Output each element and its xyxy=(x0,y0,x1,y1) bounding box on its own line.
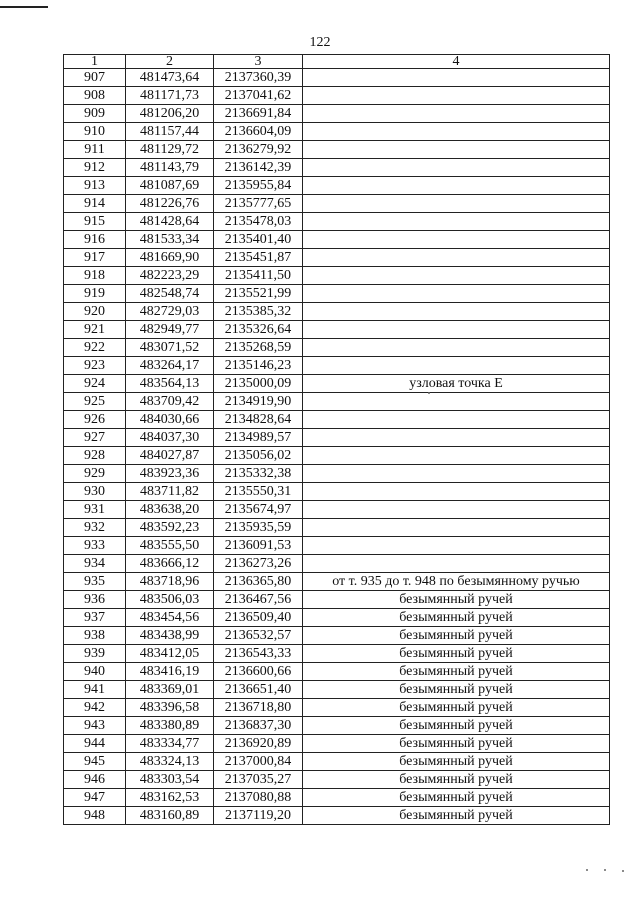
table-row xyxy=(64,573,610,591)
cell-x: 481206,20 xyxy=(126,105,214,123)
cell-x: 483923,36 xyxy=(126,465,214,483)
table-row xyxy=(64,789,610,807)
table-row xyxy=(64,771,610,789)
cell-point-number: 942 xyxy=(64,699,126,717)
cell-x: 482729,03 xyxy=(126,303,214,321)
table-row xyxy=(64,717,610,735)
cell-y: 2135521,99 xyxy=(214,285,303,303)
cell-description: узловая точка Е xyxy=(303,375,610,393)
cell-point-number: 915 xyxy=(64,213,126,231)
cell-x: 483334,77 xyxy=(126,735,214,753)
cell-x: 481226,76 xyxy=(126,195,214,213)
cell-x: 483564,13 xyxy=(126,375,214,393)
cell-point-number: 937 xyxy=(64,609,126,627)
cell-point-number: 933 xyxy=(64,537,126,555)
table-row xyxy=(64,465,610,483)
cell-description: безымянный ручей xyxy=(303,789,610,807)
table-header-row xyxy=(64,55,610,69)
table-row xyxy=(64,339,610,357)
cell-point-number: 907 xyxy=(64,69,126,87)
cell-point-number: 914 xyxy=(64,195,126,213)
cell-y: 2136543,33 xyxy=(214,645,303,663)
cell-description xyxy=(303,249,610,267)
cell-x: 483718,96 xyxy=(126,573,214,591)
cell-point-number: 909 xyxy=(64,105,126,123)
cell-y: 2136651,40 xyxy=(214,681,303,699)
cell-point-number: 924 xyxy=(64,375,126,393)
table-row xyxy=(64,627,610,645)
cell-description xyxy=(303,177,610,195)
cell-y: 2136142,39 xyxy=(214,159,303,177)
cell-x: 481669,90 xyxy=(126,249,214,267)
cell-x: 483162,53 xyxy=(126,789,214,807)
table-row xyxy=(64,681,610,699)
cell-description: безымянный ручей xyxy=(303,591,610,609)
cell-x: 483454,56 xyxy=(126,609,214,627)
cell-description: безымянный ручей xyxy=(303,771,610,789)
cell-description xyxy=(303,141,610,159)
cell-y: 2135411,50 xyxy=(214,267,303,285)
table-row xyxy=(64,231,610,249)
header-cell-x: 2 xyxy=(126,55,214,69)
cell-point-number: 925 xyxy=(64,393,126,411)
cell-x: 483303,54 xyxy=(126,771,214,789)
cell-x: 483264,17 xyxy=(126,357,214,375)
table-row xyxy=(64,159,610,177)
cell-description xyxy=(303,303,610,321)
cell-point-number: 913 xyxy=(64,177,126,195)
cell-y: 2135000,09 xyxy=(214,375,303,393)
cell-point-number: 923 xyxy=(64,357,126,375)
table-row xyxy=(64,87,610,105)
cell-description xyxy=(303,411,610,429)
cell-point-number: 941 xyxy=(64,681,126,699)
table-row xyxy=(64,645,610,663)
cell-x: 481143,79 xyxy=(126,159,214,177)
table-row xyxy=(64,249,610,267)
table-row xyxy=(64,555,610,573)
cell-point-number: 931 xyxy=(64,501,126,519)
cell-description xyxy=(303,339,610,357)
cell-y: 2136600,66 xyxy=(214,663,303,681)
cell-y: 2135326,64 xyxy=(214,321,303,339)
cell-y: 2137360,39 xyxy=(214,69,303,87)
cell-y: 2136509,40 xyxy=(214,609,303,627)
table-row xyxy=(64,267,610,285)
cell-point-number: 922 xyxy=(64,339,126,357)
table-row xyxy=(64,447,610,465)
cell-point-number: 919 xyxy=(64,285,126,303)
cell-x: 482548,74 xyxy=(126,285,214,303)
cell-description xyxy=(303,123,610,141)
cell-y: 2135674,97 xyxy=(214,501,303,519)
cell-description xyxy=(303,357,610,375)
table-row xyxy=(64,591,610,609)
cell-x: 482223,29 xyxy=(126,267,214,285)
cell-x: 483324,13 xyxy=(126,753,214,771)
cell-y: 2135478,03 xyxy=(214,213,303,231)
cell-x: 483711,82 xyxy=(126,483,214,501)
table-row xyxy=(64,141,610,159)
cell-point-number: 912 xyxy=(64,159,126,177)
cell-description xyxy=(303,195,610,213)
cell-y: 2136718,80 xyxy=(214,699,303,717)
cell-description xyxy=(303,213,610,231)
table-row xyxy=(64,285,610,303)
cell-point-number: 918 xyxy=(64,267,126,285)
cell-description: безымянный ручей xyxy=(303,735,610,753)
cell-x: 481157,44 xyxy=(126,123,214,141)
cell-x: 483071,52 xyxy=(126,339,214,357)
cell-y: 2135385,32 xyxy=(214,303,303,321)
table-row xyxy=(64,537,610,555)
cell-y: 2136273,26 xyxy=(214,555,303,573)
table-row xyxy=(64,177,610,195)
cell-y: 2136604,09 xyxy=(214,123,303,141)
header-cell-description: 4 xyxy=(303,55,610,69)
cell-point-number: 946 xyxy=(64,771,126,789)
cell-y: 2136837,30 xyxy=(214,717,303,735)
cell-x: 481533,34 xyxy=(126,231,214,249)
cell-y: 2137119,20 xyxy=(214,807,303,825)
table-row xyxy=(64,393,610,411)
cell-x: 484027,87 xyxy=(126,447,214,465)
cell-y: 2135401,40 xyxy=(214,231,303,249)
table-row xyxy=(64,213,610,231)
table-row xyxy=(64,483,610,501)
cell-point-number: 928 xyxy=(64,447,126,465)
cell-x: 483506,03 xyxy=(126,591,214,609)
cell-y: 2134919,90 xyxy=(214,393,303,411)
cell-point-number: 920 xyxy=(64,303,126,321)
cell-y: 2135955,84 xyxy=(214,177,303,195)
cell-x: 483396,58 xyxy=(126,699,214,717)
cell-point-number: 911 xyxy=(64,141,126,159)
cell-y: 2136091,53 xyxy=(214,537,303,555)
cell-x: 483412,05 xyxy=(126,645,214,663)
scan-corner-line xyxy=(0,6,48,8)
table-row xyxy=(64,321,610,339)
cell-y: 2135777,65 xyxy=(214,195,303,213)
cell-description xyxy=(303,483,610,501)
cell-y: 2137035,27 xyxy=(214,771,303,789)
cell-description: безымянный ручей xyxy=(303,627,610,645)
cell-y: 2136365,80 xyxy=(214,573,303,591)
table-row xyxy=(64,699,610,717)
table-row xyxy=(64,663,610,681)
table-row xyxy=(64,303,610,321)
cell-description: безымянный ручей xyxy=(303,753,610,771)
cell-x: 483416,19 xyxy=(126,663,214,681)
table-row xyxy=(64,69,610,87)
cell-point-number: 917 xyxy=(64,249,126,267)
cell-description xyxy=(303,519,610,537)
cell-point-number: 929 xyxy=(64,465,126,483)
cell-description xyxy=(303,87,610,105)
cell-x: 483709,42 xyxy=(126,393,214,411)
cell-y: 2134828,64 xyxy=(214,411,303,429)
cell-point-number: 932 xyxy=(64,519,126,537)
cell-x: 481428,64 xyxy=(126,213,214,231)
header-cell-point-number: 1 xyxy=(64,55,126,69)
scan-speck xyxy=(428,392,430,394)
cell-description: безымянный ручей xyxy=(303,645,610,663)
cell-point-number: 927 xyxy=(64,429,126,447)
cell-point-number: 938 xyxy=(64,627,126,645)
cell-x: 481473,64 xyxy=(126,69,214,87)
cell-description xyxy=(303,537,610,555)
cell-description xyxy=(303,465,610,483)
cell-y: 2136532,57 xyxy=(214,627,303,645)
cell-x: 483666,12 xyxy=(126,555,214,573)
cell-point-number: 935 xyxy=(64,573,126,591)
cell-x: 481129,72 xyxy=(126,141,214,159)
cell-point-number: 948 xyxy=(64,807,126,825)
cell-x: 481171,73 xyxy=(126,87,214,105)
cell-x: 483438,99 xyxy=(126,627,214,645)
cell-description: безымянный ручей xyxy=(303,699,610,717)
cell-point-number: 921 xyxy=(64,321,126,339)
cell-y: 2137080,88 xyxy=(214,789,303,807)
cell-y: 2135268,59 xyxy=(214,339,303,357)
table-row xyxy=(64,123,610,141)
table-row xyxy=(64,411,610,429)
cell-y: 2137041,62 xyxy=(214,87,303,105)
cell-description xyxy=(303,231,610,249)
table-row xyxy=(64,609,610,627)
cell-point-number: 939 xyxy=(64,645,126,663)
cell-description: безымянный ручей xyxy=(303,609,610,627)
cell-point-number: 916 xyxy=(64,231,126,249)
cell-point-number: 940 xyxy=(64,663,126,681)
cell-description xyxy=(303,501,610,519)
cell-description xyxy=(303,105,610,123)
cell-y: 2136279,92 xyxy=(214,141,303,159)
cell-description xyxy=(303,447,610,465)
table-row xyxy=(64,429,610,447)
scan-speck xyxy=(604,869,606,871)
cell-x: 483592,23 xyxy=(126,519,214,537)
cell-y: 2135056,02 xyxy=(214,447,303,465)
cell-point-number: 910 xyxy=(64,123,126,141)
cell-point-number: 943 xyxy=(64,717,126,735)
cell-description xyxy=(303,69,610,87)
cell-description: безымянный ручей xyxy=(303,663,610,681)
cell-x: 483638,20 xyxy=(126,501,214,519)
cell-description xyxy=(303,555,610,573)
cell-description xyxy=(303,321,610,339)
cell-y: 2135550,31 xyxy=(214,483,303,501)
scan-speck xyxy=(622,870,624,872)
cell-description xyxy=(303,267,610,285)
cell-description: безымянный ручей xyxy=(303,717,610,735)
cell-point-number: 945 xyxy=(64,753,126,771)
coordinates-table xyxy=(63,54,610,825)
cell-y: 2136691,84 xyxy=(214,105,303,123)
cell-x: 481087,69 xyxy=(126,177,214,195)
cell-description xyxy=(303,285,610,303)
table-row xyxy=(64,357,610,375)
cell-x: 483369,01 xyxy=(126,681,214,699)
table-row xyxy=(64,501,610,519)
table-row xyxy=(64,735,610,753)
cell-y: 2135146,23 xyxy=(214,357,303,375)
scan-speck xyxy=(586,869,588,871)
table-row xyxy=(64,807,610,825)
cell-point-number: 936 xyxy=(64,591,126,609)
table-row xyxy=(64,195,610,213)
cell-y: 2137000,84 xyxy=(214,753,303,771)
cell-description xyxy=(303,159,610,177)
cell-point-number: 926 xyxy=(64,411,126,429)
cell-description: безымянный ручей xyxy=(303,681,610,699)
header-cell-y: 3 xyxy=(214,55,303,69)
cell-description: безымянный ручей xyxy=(303,807,610,825)
cell-y: 2135451,87 xyxy=(214,249,303,267)
table-row xyxy=(64,105,610,123)
cell-x: 483555,50 xyxy=(126,537,214,555)
table-row xyxy=(64,519,610,537)
cell-x: 483160,89 xyxy=(126,807,214,825)
cell-description xyxy=(303,429,610,447)
cell-point-number: 934 xyxy=(64,555,126,573)
cell-y: 2135935,59 xyxy=(214,519,303,537)
cell-point-number: 947 xyxy=(64,789,126,807)
table-row xyxy=(64,753,610,771)
page-number: 122 xyxy=(309,35,331,50)
cell-x: 484037,30 xyxy=(126,429,214,447)
cell-y: 2136920,89 xyxy=(214,735,303,753)
cell-description: от т. 935 до т. 948 по безымянному ручью xyxy=(303,573,610,591)
cell-point-number: 944 xyxy=(64,735,126,753)
cell-y: 2136467,56 xyxy=(214,591,303,609)
cell-description xyxy=(303,393,610,411)
cell-y: 2135332,38 xyxy=(214,465,303,483)
cell-x: 482949,77 xyxy=(126,321,214,339)
cell-x: 483380,89 xyxy=(126,717,214,735)
cell-point-number: 908 xyxy=(64,87,126,105)
cell-x: 484030,66 xyxy=(126,411,214,429)
cell-point-number: 930 xyxy=(64,483,126,501)
cell-y: 2134989,57 xyxy=(214,429,303,447)
table-row xyxy=(64,375,610,393)
